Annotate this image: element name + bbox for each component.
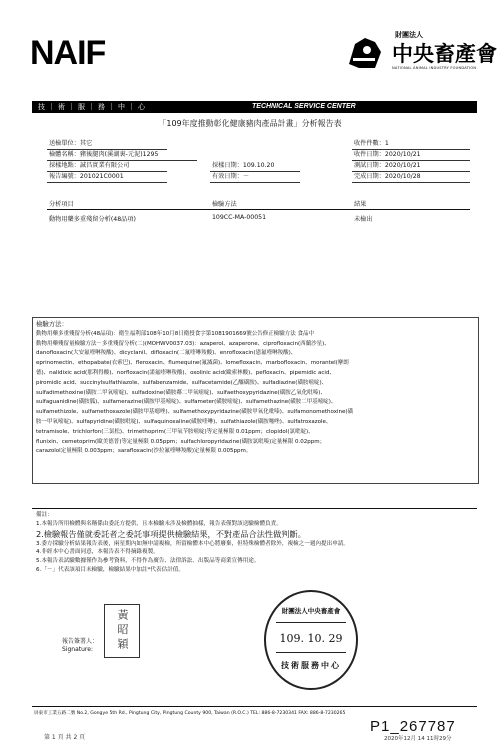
note-line: 6.「－」代表該項目未檢驗，檢驗結果中加註*代表估計值。 [36,566,184,573]
field-sampling-site: 採樣地點：誠昌實業有限公司 [49,162,130,169]
report-title: 「109年度推動彰化健康豬肉產品計畫」分析報告表 [158,119,342,128]
signature-stamp [104,604,140,658]
field-report-number: 報告編號：201021C0001 [49,173,124,180]
footer-divider [32,706,477,707]
band-right-text: TECHNICAL SERVICE CENTER [252,103,356,110]
method-line: 動物用藥多重殘留分析(48品項)：衛生福利部108年10月8日衛授食字第1081901669號公告修正檢驗方法 食品中 [36,330,315,337]
field-received-date: 收件日期：2020/10/21 [354,151,421,158]
field-complete-date: 完成日期：2020/10/28 [354,173,421,180]
method-line: sulfadimethoxine(磺胺二甲氧嘧啶)、sulfadoxine(磺胺鄰二甲氧嘧啶)、sulfaethoxypyridazine(磺胺乙氧化吡嗪)、 [36,389,326,396]
field-test-date: 測試日期：2020/10/21 [354,162,421,169]
field-sample-name: 檢體名稱：豬後腿肉(溪湖裏-元泥)1295 [49,151,159,158]
underline [210,171,300,172]
underline [352,149,470,150]
service-center-band [32,101,477,113]
result-method: 109CC-MA-00051 [212,214,267,221]
underline [210,182,300,183]
note-line: 5.本報告表試驗數據僅作為參考資料，不得作為廣告、法律訴訟、出版品等商業宣傳用途。 [36,558,260,565]
method-line: eprinomectin、ethopabate(衣索巴)、fleroxacin、flumequine(氟滅菌)、lomefloxacin、marbofloxacin、morantel(摩朗 [36,360,349,367]
table-divider [47,209,470,210]
signature-label: 報告簽署人： [62,638,99,645]
method-line: 動物用藥殘留量檢驗方法－多重殘留分析(二)(MOHWV0037.03)：azaperol、azaperone、ciprofloxacin(西蘭沙星)、 [36,340,330,347]
notes-section [36,511,473,575]
seal-bottom-text: 技術服務中心 [281,661,341,670]
underline [352,171,470,172]
official-seal [264,590,358,690]
result-value: 未檢出 [354,216,373,223]
signature-stamp-text: 黃 昭 穎 [116,609,129,649]
method-line: flunixin、cemetoprim(歐美德普)等定量極限 0.05ppm；sulfachloropyridazine(磺胺氯吡嗪)定量極限 0.02ppm； [36,438,326,445]
method-line: sulfaguanidine(磺胺胍)、sulfamerazine(磺胺甲基嘧啶)、sulfameter(磺胺嘧啶)、sulfamethazine(磺胺二甲基嘧啶)、 [36,399,337,406]
method-section [36,320,473,457]
band-left-text: 技｜術｜服｜務｜中｜心 [38,103,148,111]
field-sender: 送檢單位：其它 [49,140,93,147]
col-header-result: 結果 [354,201,367,208]
underline [47,160,197,161]
col-header-method: 檢驗方法 [212,201,237,208]
footer-address: 屏東市工業五路二號 No.2, Gongye 5th Rd., Pingtung City, Pingtung County 900, Taiwan (R.O.C.) TEL: 886-8-7230341 FAX: 886-8-7230265 [34,711,346,716]
method-line: piromidic acid、succinylsulfathiazole、sulfabenzamide、sulfacetamide(乙醯磺胺)、sulfadiazine(磺胺嘧啶)、 [36,379,328,386]
note-line: 1.本報告所用檢體與名稱係由委託方提供，且本檢驗未涉及檢體抽樣，報告表僅對該送驗檢體負責。 [36,520,282,527]
method-line: tetramisole、trichlorfon(三氯松)、trimethoprim(三甲氧苄胺嘧啶)等定量極限 0.01ppm；clopidol(氯吡啶)、 [36,428,314,435]
note-line: 3.委方採驗分析結果報告表後，兩星期內如無申請複檢，所留檢體本中心將廢棄，但特殊檢體者除外，複檢之一週內提出申請。 [36,540,349,547]
method-line: 胺一甲氧嘧啶)、sulfapyridine(磺胺吡啶)、sulfaquinoxaline(磺胺喹啉)、sulfathiazole(磺胺噻唑)、sulfatroxazole、 [36,418,332,425]
method-line: carazolol定量極限 0.003ppm；sarafloxacin(沙拉氟喹啉羧酸)定量極限 0.005ppm。 [36,448,252,455]
org-small-label: 財團法人 [395,31,423,39]
method-line: danofloxacin(大安氟喹啉羧酸)、dicyclanil、difloxacin(二氟喹啉羧酸)、enrofloxacin(恩氟喹啉羧酸)、 [36,350,297,357]
seal-top-text: 財團法人中央畜產會 [281,607,341,615]
seal-line [276,652,346,653]
note-line-emphasis: 2.檢驗報告僅就委託者之委託事項提供檢驗結果，不對產品合法性做判斷。 [36,528,306,539]
field-expiry-date: 有效日期：－ [212,173,250,180]
signature-label-en: Signature: [62,646,93,653]
result-item: 動物用藥多重殘留分析(48品項) [49,216,136,223]
org-name-en: NATIONAL ANIMAL INDUSTRY FOUNDATION [392,66,477,70]
notes-title: 備註： [36,512,53,518]
underline [47,171,167,172]
col-header-item: 分析項目 [49,201,74,208]
method-title: 檢驗方法： [36,320,68,328]
field-received-count: 收件件數：1 [354,140,389,147]
notes-divider [32,508,477,509]
method-line: 德)、nalidixic acid(那利得酸)、norfloxacin(諾氟喹啉羧酸)、oxolinic acid(歐索林酸)、pefloxacin、pipemidic acid、 [36,369,335,376]
note-line: 4.非經本中心書面同意，本報告表不得摘錄複製。 [36,549,159,556]
underline [47,182,167,183]
brand-logo-text: NAIF [30,34,106,72]
method-line: sulfamethizole、sulfamethoxazole(磺胺甲基噁唑)、sulfamethoxypyridazine(磺胺甲氧化吡嗪)、sulfamonomethoxine(磺 [36,409,353,416]
underline [352,182,470,183]
org-name: 中央畜產會 [392,42,497,66]
page-label: P1_267787 [370,718,456,735]
field-sampling-date: 採樣日期：109.10.20 [212,162,275,169]
underline [352,160,470,161]
underline [47,149,167,150]
print-timestamp: 2020年12月 14 11時29分 [384,736,452,742]
seal-date: 109. 10. 29 [279,632,343,645]
page-count: 第 1 頁 共 2 頁 [44,734,86,741]
seal-line [276,622,346,623]
cow-logo-icon [345,34,385,72]
